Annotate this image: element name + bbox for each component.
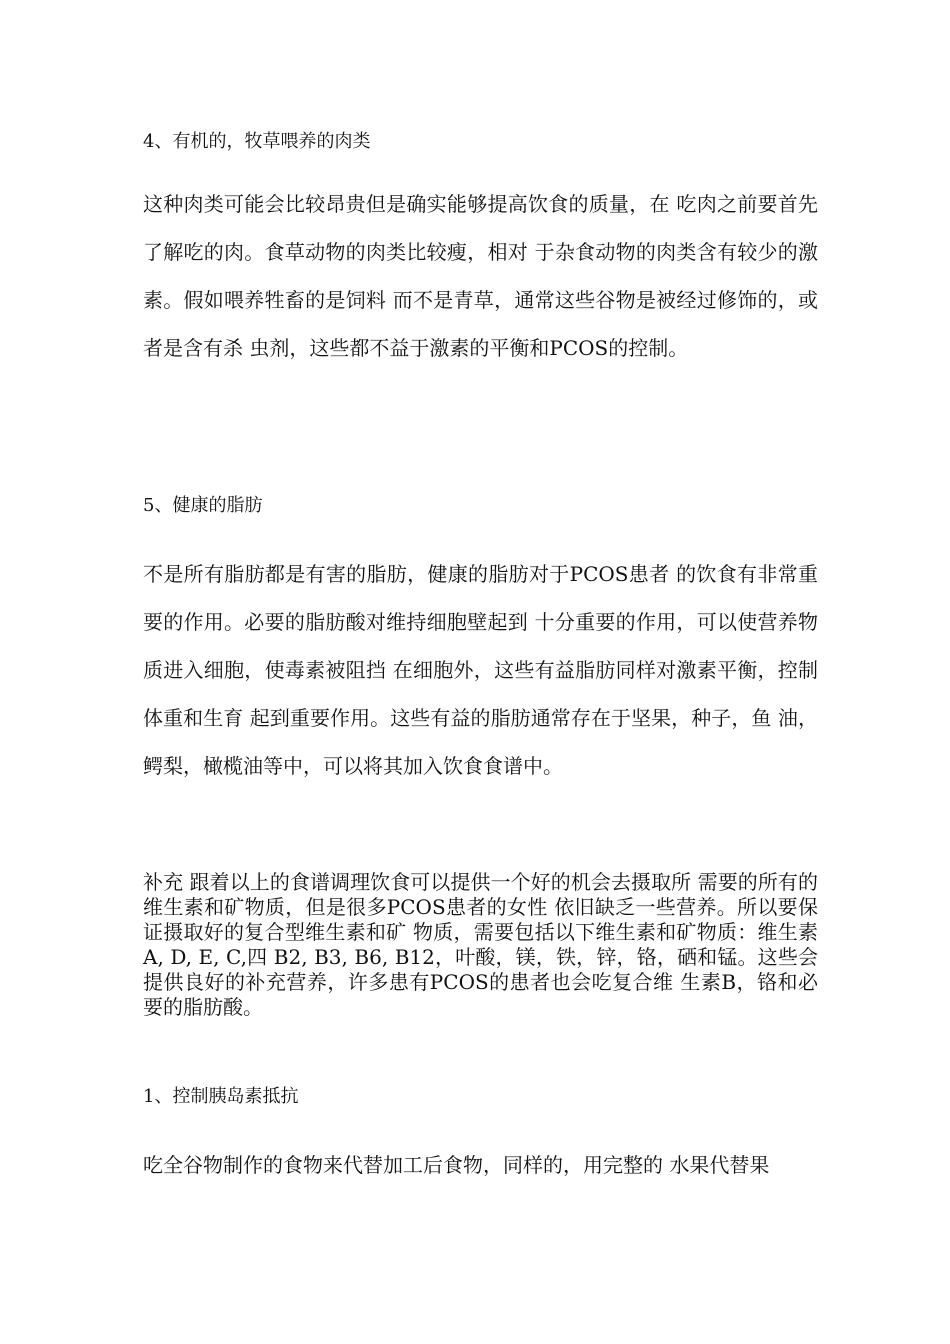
section-4-body: 这种肉类可能会比较昂贵但是确实能够提高饮食的质量，在 吃肉之前要首先了解吃的肉。食草动物的肉类比较瘦，相对 于杂食动物的肉类含有较少的激素。假如喂养牲畜的是饲料 而不是青草，通常这些谷物是被经过修饰的，或者是含有杀 虫剂，这些都不益于激素的平衡和PCOS的控制。 [143, 192, 818, 360]
supplement-paragraph: 补充 跟着以上的食谱调理饮食可以提供一个好的机会去摄取所 需要的所有的维生素和矿物质，但是很多PCOS患者的女性 依旧缺乏一些营养。所以要保证摄取好的复合型维生素和矿 物质，需要包括以下维生素和矿物质：维生素A, D, E, C,四 B2, B3, B6, B12，叶酸，镁，铁，锌，铬，硒和锰。这些会 提供良好的补充营养，许多患有PCOS的患者也会吃复合维 生素B，铬和必要的脂肪酸。 [143, 870, 818, 1019]
section-5-body: 不是所有脂肪都是有害的脂肪，健康的脂肪对于PCOS患者 的饮食有非常重要的作用。必要的脂肪酸对维持细胞壁起到 十分重要的作用，可以使营养物质进入细胞，使毒素被阻挡 在细胞外，这些有益脂肪同样对激素平衡，控制体重和生育 起到重要作用。这些有益的脂肪通常存在于坚果，种子，鱼 油，鳄梨，橄榄油等中，可以将其加入饮食食谱中。 [143, 562, 818, 778]
section-1-heading: 1、控制胰岛素抵抗 [143, 1086, 299, 1107]
section-5-heading: 5、健康的脂肪 [143, 495, 263, 516]
section-1-body: 吃全谷物制作的食物来代替加工后食物，同样的，用完整的 水果代替果 [143, 1153, 770, 1177]
section-4-heading: 4、有机的，牧草喂养的肉类 [143, 131, 371, 152]
